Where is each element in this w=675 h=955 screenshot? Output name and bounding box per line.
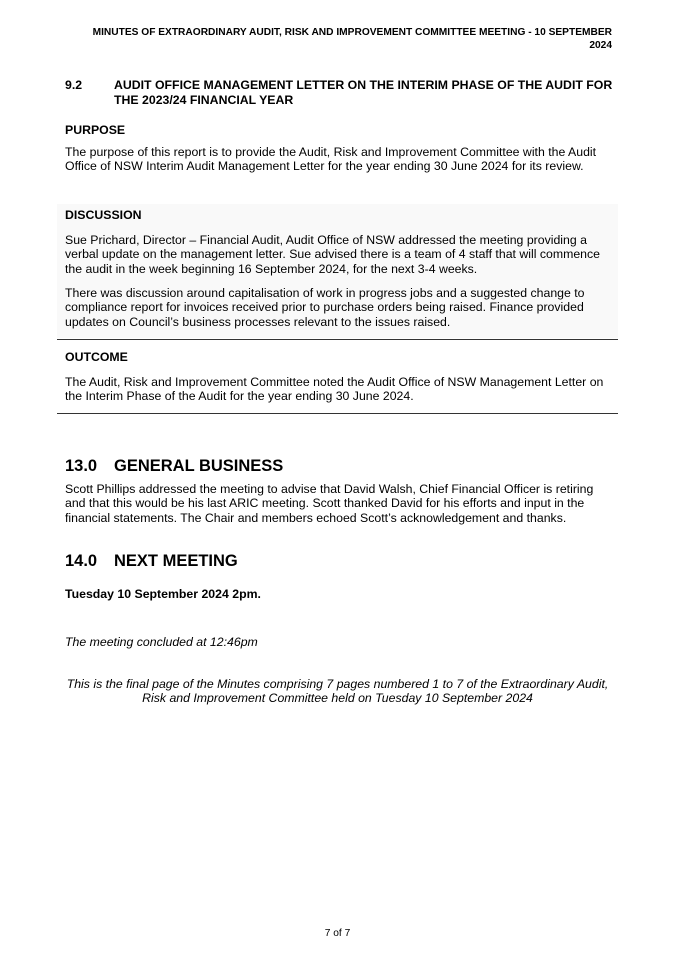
final-page-note: This is the final page of the Minutes comprising 7 pages numbered 1 to 7 of the Extraordinary Audit, Risk and Improvement Committee held on Tuesday 10 September 2024	[66, 677, 609, 706]
outcome-heading: OUTCOME	[65, 350, 128, 364]
page-number: 7 of 7	[324, 928, 351, 939]
divider	[57, 339, 618, 340]
general-business-text: Scott Phillips addressed the meeting to advise that David Walsh, Chief Financial Officer is retiring and that this would be his last ARIC meeting. Scott thanked David for his efforts and input in the financial statements. The Chair and members echoed Scott’s acknowledgement and thanks.	[65, 482, 594, 525]
next-meeting-heading	[65, 551, 238, 571]
section-title: GENERAL BUSINESS	[114, 457, 284, 475]
section-title: NEXT MEETING	[114, 552, 238, 570]
next-meeting-date: Tuesday 10 September 2024 2pm.	[65, 587, 261, 601]
outcome-text: The Audit, Risk and Improvement Committee noted the Audit Office of NSW Management Letter on the Interim Phase of the Audit for the year ending 30 June 2024.	[65, 375, 604, 404]
discussion-paragraph-2: There was discussion around capitalisation of work in progress jobs and a suggested change to compliance report for invoices received prior to purchase orders being raised. Finance provided updates on Council’s business processes relevant to the issues raised.	[65, 286, 585, 329]
purpose-heading: PURPOSE	[65, 123, 126, 137]
section-number: 14.0	[65, 552, 98, 570]
divider	[57, 413, 618, 414]
item-title: AUDIT OFFICE MANAGEMENT LETTER ON THE INTERIM PHASE OF THE AUDIT FOR THE 2023/24 FINANCIAL YEAR	[114, 78, 613, 107]
section-number: 13.0	[65, 457, 98, 475]
item-number: 9.2	[65, 78, 83, 92]
meeting-concluded-note: The meeting concluded at 12:46pm	[65, 635, 258, 649]
discussion-heading: DISCUSSION	[65, 208, 142, 222]
general-business-heading	[65, 456, 283, 476]
running-header: MINUTES OF EXTRAORDINARY AUDIT, RISK AND IMPROVEMENT COMMITTEE MEETING - 10 SEPTEMBER 2024	[92, 27, 612, 51]
discussion-paragraph-1: Sue Prichard, Director – Financial Audit, Audit Office of NSW addressed the meeting providing a verbal update on the management letter. Sue advised there is a team of 4 staff that will commence the audit in the week beginning 16 September 2024, for the next 3-4 weeks.	[65, 233, 600, 276]
purpose-text: The purpose of this report is to provide the Audit, Risk and Improvement Committee with the Audit Office of NSW Interim Audit Management Letter for the year ending 30 June 2024 for its review.	[65, 145, 597, 174]
